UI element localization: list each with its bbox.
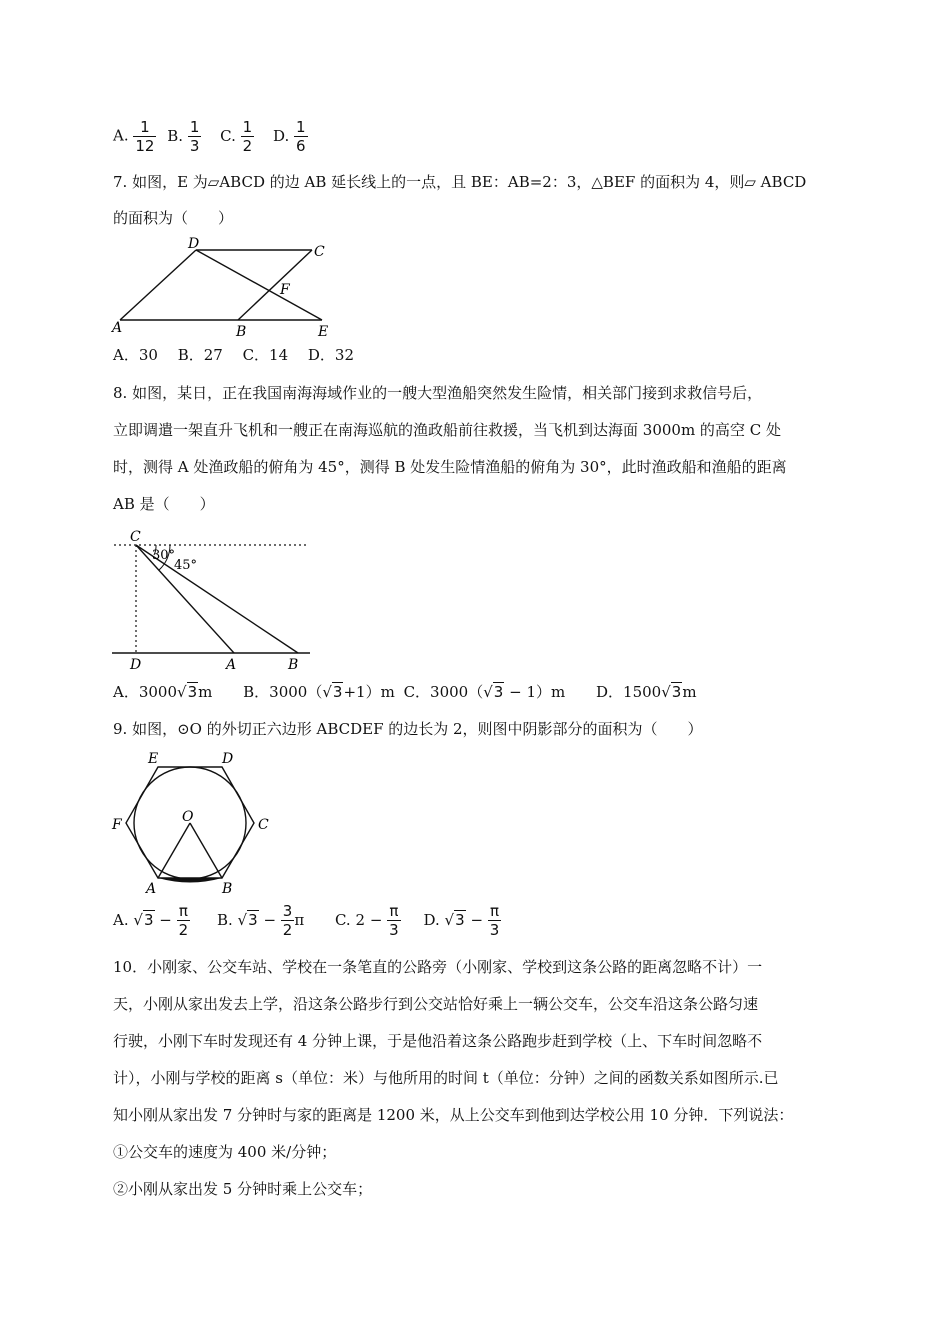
q8-option-a: A．3000√3m <box>113 683 213 701</box>
q7-label-b: B <box>236 324 247 340</box>
q9-label-a: A <box>146 881 157 897</box>
q6-option-d-label: D. <box>273 126 290 145</box>
q9-option-d: D. √3 − $\frac{\pi}{3}$ <box>423 902 500 939</box>
q6-option-b-label: B. <box>167 126 184 145</box>
q8-label-a: A <box>226 657 237 673</box>
q6-option-c-label: C. <box>220 126 236 145</box>
q7-label-d: D <box>188 236 200 252</box>
q7-label-c: C <box>314 244 325 260</box>
q8-option-d: D．1500√3m <box>596 683 697 701</box>
q8-angle-figure <box>110 525 315 673</box>
q6-option-a-label: A. <box>113 126 129 145</box>
q6-options <box>113 118 308 155</box>
q10-stem-line3: 行驶，小刚下车时发现还有 4 分钟上课，于是他沿着这条公路跑步赶到学校（上、下车时间忽略不 <box>113 1032 763 1050</box>
q7-label-a: A <box>112 320 123 336</box>
q9-label-f: F <box>112 817 122 833</box>
q7-stem-line1: 7. 如图，E 为▱ABCD 的边 AB 延长线上的一点，且 BE：AB=2：3，△BEF 的面积为 4，则▱ ABCD <box>113 173 807 191</box>
q9-label-d: D <box>222 751 234 767</box>
q8-option-b: B．3000（√3+1）m <box>243 683 395 701</box>
q7-label-f: F <box>280 282 290 298</box>
q10-stem-line5: 知小刚从家出发 7 分钟时与家的距离是 1200 米，从上公交车到他到达学校公用 10 分钟．下列说法： <box>113 1106 794 1124</box>
q9-label-o: O <box>182 809 194 825</box>
q10-statement-2: ②小刚从家出发 5 分钟时乘上公交车； <box>113 1180 373 1198</box>
q7-options: A．30 B．27 C．14 D．32 <box>113 346 355 364</box>
q8-stem-line3: 时，测得 A 处渔政船的俯角为 45°，测得 B 处发生险情渔船的俯角为 30°，此时渔政船和渔船的距离 <box>113 458 787 476</box>
q10-statement-1: ①公交车的速度为 400 米/分钟； <box>113 1143 337 1161</box>
q8-angle-30-label: 30° <box>152 548 176 563</box>
q9-label-b: B <box>222 881 233 897</box>
q6-option-c-fraction: $\frac{1}{2}$ <box>242 118 253 155</box>
q7-stem-line2: 的面积为（ ） <box>113 209 234 227</box>
q9-label-c: C <box>258 817 269 833</box>
q10-stem-line4: 计），小刚与学校的距离 s（单位：米）与他所用的时间 t（单位：分钟）之间的函数关系如图所示.已 <box>113 1069 779 1087</box>
q7-label-e: E <box>318 324 329 340</box>
q9-stem-line1: 9. 如图，⊙O 的外切正六边形 ABCDEF 的边长为 2，则图中阴影部分的面积为（ ） <box>113 720 703 738</box>
q8-label-d: D <box>130 657 142 673</box>
q9-option-c: C. 2 − $\frac{\pi}{3}$ <box>334 902 399 939</box>
q9-option-a: A. √3 − $\frac{\pi}{2}$ <box>113 902 189 939</box>
q9-label-e: E <box>148 751 159 767</box>
q8-stem-line1: 8. 如图，某日，正在我国南海海域作业的一艘大型渔船突然发生险情，相关部门接到求救信号后， <box>113 384 763 402</box>
q10-stem-line1: 10．小刚家、公交车站、学校在一条笔直的公路旁（小刚家、学校到这条公路的距离忽略不计）一 <box>113 958 763 976</box>
q8-stem-line4: AB 是（ ） <box>113 495 215 513</box>
q9-hexagon-figure <box>108 745 278 897</box>
q7-parallelogram-figure <box>110 232 340 340</box>
q9-option-b: B. √3 − $\frac{3}{2}$ π <box>216 902 305 939</box>
q8-stem-line2: 立即调遣一架直升飞机和一艘正在南海巡航的渔政船前往救援，当飞机到达海面 3000m 的高空 C 处 <box>113 421 781 439</box>
q6-option-d-fraction: $\frac{1}{6}$ <box>296 118 306 155</box>
q10-stem-line2: 天，小刚从家出发去上学，沿这条公路步行到公交站恰好乘上一辆公交车，公交车沿这条公路匀速 <box>113 995 759 1013</box>
q8-option-c: C．3000（√3 − 1）m <box>403 683 566 701</box>
q8-options <box>113 681 697 702</box>
q6-option-a-fraction: $\frac{1}{12}$ <box>135 118 155 155</box>
q9-options <box>113 902 501 939</box>
q8-label-b: B <box>288 657 299 673</box>
q6-option-b-fraction: $\frac{1}{3}$ <box>189 118 200 155</box>
q8-label-c: C <box>130 529 141 545</box>
q8-angle-45-label: 45° <box>174 558 198 573</box>
